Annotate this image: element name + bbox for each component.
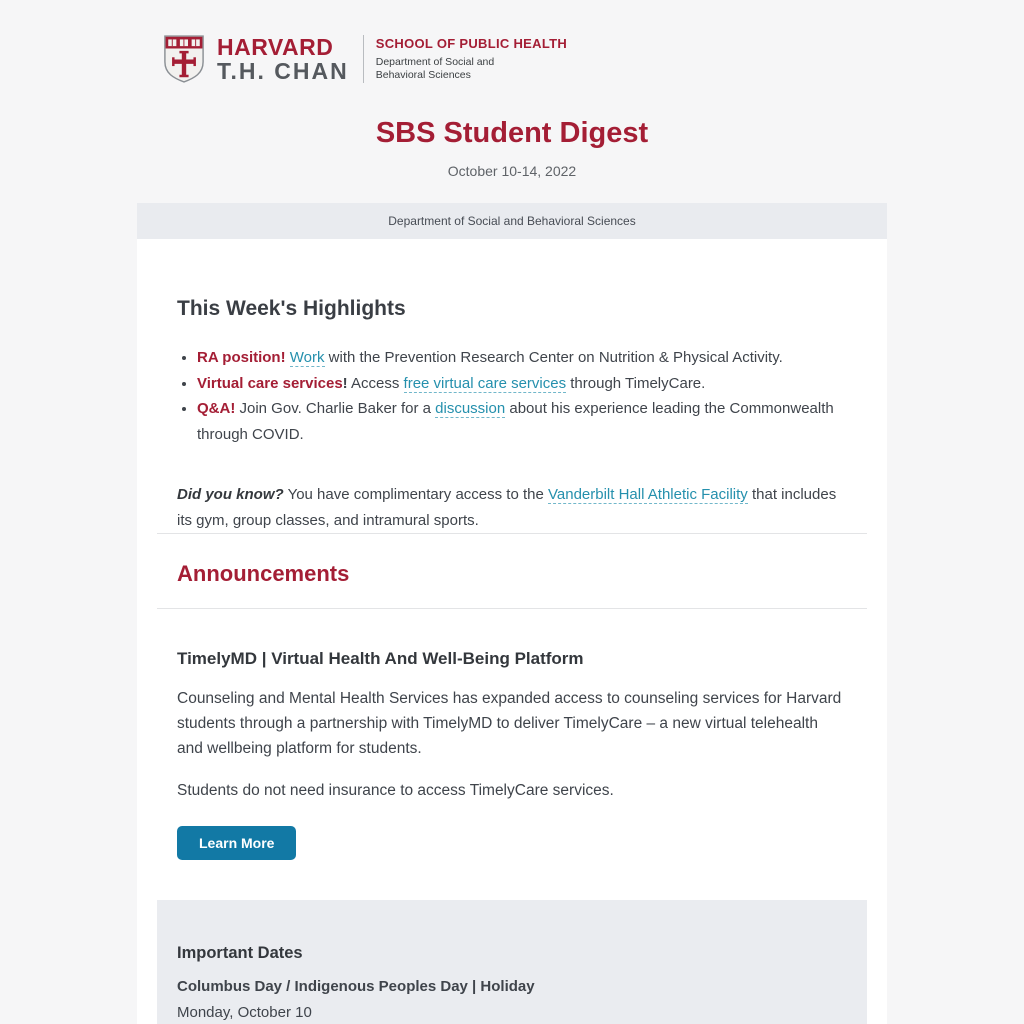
bullet-text: with the Prevention Research Center on Nutrition & Physical Activity. xyxy=(324,349,783,366)
announcement-title: TimelyMD | Virtual Health And Well-Being Platform xyxy=(177,649,584,668)
bullet-lead: Virtual care services xyxy=(197,374,343,392)
harvard-shield-icon xyxy=(163,34,205,84)
email-newsletter xyxy=(137,0,887,1024)
did-you-know-paragraph xyxy=(177,482,847,533)
bullet-lead: Q&A! xyxy=(197,400,236,417)
did-you-know-text: You have complimentary access to the xyxy=(283,486,548,503)
logo-divider xyxy=(363,35,364,83)
wordmark-th-chan: T.H. CHAN xyxy=(217,58,349,84)
announcement-paragraph: Students do not need insurance to access TimelyCare services. xyxy=(177,782,614,799)
department-name-line2: Behavioral Sciences xyxy=(375,69,471,81)
event-title: Columbus Day / Indigenous Peoples Day | Holiday xyxy=(177,978,535,995)
bullet-text: Join Gov. Charlie Baker for a xyxy=(235,400,436,417)
school-block xyxy=(376,36,567,82)
department-name-line1: Department of Social and xyxy=(375,56,495,68)
list-item xyxy=(197,396,847,447)
discussion-link[interactable]: discussion xyxy=(435,400,506,417)
bullet-lead-punct: ! xyxy=(342,374,348,392)
department-banner: Department of Social and Behavioral Sciences xyxy=(137,203,887,239)
vanderbilt-hall-link[interactable]: Vanderbilt Hall Athletic Facility xyxy=(548,486,748,503)
wordmark-harvard: HARVARD xyxy=(217,34,334,60)
bullet-lead: RA position! xyxy=(197,349,286,366)
event-date: Monday, October 10 xyxy=(177,1004,312,1021)
section-divider xyxy=(157,608,867,609)
page-title: SBS Student Digest xyxy=(375,117,649,149)
work-link[interactable]: Work xyxy=(289,349,325,366)
learn-more-button[interactable]: Learn More xyxy=(177,826,296,860)
virtual-care-services-link[interactable]: free virtual care services xyxy=(403,374,567,392)
bullet-text: Access xyxy=(347,374,404,392)
timelymd-announcement xyxy=(157,649,867,860)
list-item xyxy=(197,371,847,397)
content-card xyxy=(137,239,887,1024)
announcements-heading: Announcements xyxy=(177,561,350,586)
bullet-text: about his experience leading the Commonwealth through COVID. xyxy=(197,400,834,443)
announcements-header xyxy=(157,561,867,587)
school-name: SCHOOL OF PUBLIC HEALTH xyxy=(375,36,568,51)
harvard-chan-logo xyxy=(163,33,887,85)
announcement-paragraph: Counseling and Mental Health Services has expanded access to counseling services for Harvard students through a partnership with TimelyMD to deliver TimelyCare – a new virtual telehealth and wellbeing platform for students. xyxy=(177,690,842,757)
highlights-list xyxy=(177,345,847,447)
important-dates-heading: Important Dates xyxy=(177,944,303,962)
bullet-text: through TimelyCare. xyxy=(566,374,706,392)
list-item xyxy=(197,345,847,371)
important-dates-box xyxy=(157,900,867,1024)
did-you-know-lead: Did you know? xyxy=(177,486,284,503)
harvard-wordmark xyxy=(217,35,349,83)
did-you-know-text: that includes its gym, group classes, and intramural sports. xyxy=(177,486,837,529)
date-range: October 10-14, 2022 xyxy=(447,163,577,179)
highlights-section xyxy=(157,239,867,533)
highlights-heading: This Week's Highlights xyxy=(177,297,406,320)
section-divider xyxy=(157,533,867,534)
newsletter-header xyxy=(137,0,887,179)
